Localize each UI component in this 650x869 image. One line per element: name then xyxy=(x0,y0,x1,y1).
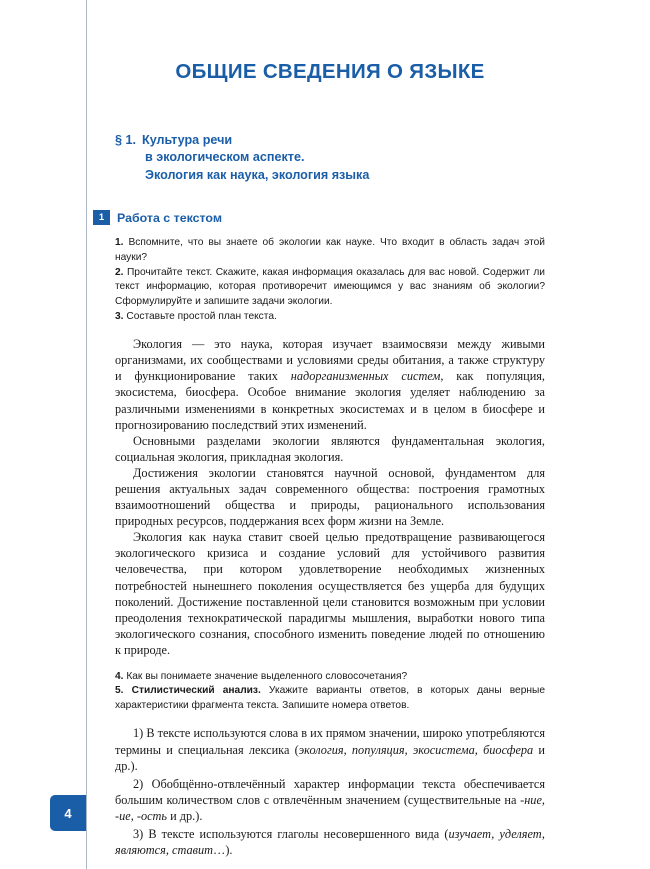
section-line-1: Культура речи xyxy=(142,132,233,147)
followup-questions xyxy=(115,670,545,713)
section-line-2: в экологическом аспекте. xyxy=(145,150,305,165)
task-question-2: 2. Прочитайте текст. Скажите, какая информация оказалась для вас новой. Содержит ли текст информацию, которая противоречит имеющимся у вас знаниям об экологии? Сформулируйте и запишите задачи экологии. xyxy=(115,266,545,307)
section-number: § 1. xyxy=(115,132,137,147)
task-question-1: 1. Вспомните, что вы знаете об экологии как науке. Что входит в область задач этой науки? xyxy=(115,237,545,263)
answer-options xyxy=(115,725,545,858)
task-block-title: Работа с текстом xyxy=(117,210,223,225)
left-margin-rule xyxy=(86,0,87,869)
task-questions xyxy=(115,236,545,324)
followup-question-4: 4. Как вы понимаете значение выделенного словосочетания? xyxy=(115,671,408,682)
answer-option-1: 1) В тексте используются слова в их прямом значении, широко употребляются термины и специальная лексика (экология, популяция, экосистема, биосфера и др.). xyxy=(115,726,546,773)
followup-question-5: 5. Стилистический анализ. Укажите варианты ответов, в которых даны верные характеристики фрагмента текста. Запишите номера ответов. xyxy=(115,685,545,711)
section-heading xyxy=(115,132,545,186)
page-number: 4 xyxy=(50,795,86,831)
task-number-badge: 1 xyxy=(93,210,110,225)
answer-option-3: 3) В тексте используются глаголы несовершенного вида (изучает, уделяет, являются, ставит…). xyxy=(115,827,546,858)
reading-paragraph-1: Экология — это наука, которая изучает взаимосвязи между живыми организмами, их сообществами и условиями среды обитания, а также структуру и функционирование таких надорганизменных систем, как популяция, экосистема, биосфера. Особое внимание экология уделяет наблюдению за различными изменениями в конкретных экосистемах и в целом в биосфере и прогнозированию последствий этих изменений. xyxy=(115,337,546,432)
task-question-3: 3. Составьте простой план текста. xyxy=(115,310,277,322)
reading-text xyxy=(115,336,545,658)
reading-paragraph-3: Достижения экологии становятся научной основой, фундаментом для решения актуальных задач современного общества: построения грамотных взаимоотношений общества и природы, рационального использования природных ресурсов, поддержания всех форм жизни на Земле. xyxy=(115,465,545,529)
reading-paragraph-2: Основными разделами экологии являются фундаментальная экология, социальная экология, прикладная экология. xyxy=(115,433,545,464)
task-block-header xyxy=(93,210,545,225)
page-content xyxy=(98,0,546,860)
page-title: ОБЩИЕ СВЕДЕНИЯ О ЯЗЫКЕ xyxy=(175,60,485,83)
section-line-3: Экология как наука, экология языка xyxy=(145,168,370,183)
answer-option-2: 2) Обобщённо-отвлечённый характер информации текста обеспечивается большим количеством слов с отвлечённым значением (существительные на -ние, -ие, -ость и др.). xyxy=(115,776,545,823)
reading-paragraph-4: Экология как наука ставит своей целью предотвращение развивающегося экологического кризиса и создание условий для устойчивого развития человечества, при котором удовлетворение необходимых жизненных потребностей нынешнего поколения осуществляется без ущерба для будущих поколений. Достижение поставленной цели становится возможным при условии преодоления технократической парадигмы мышления, выработки нового типа экологического сознания, способного изменить поведение людей по отношению к природе. xyxy=(115,530,545,657)
